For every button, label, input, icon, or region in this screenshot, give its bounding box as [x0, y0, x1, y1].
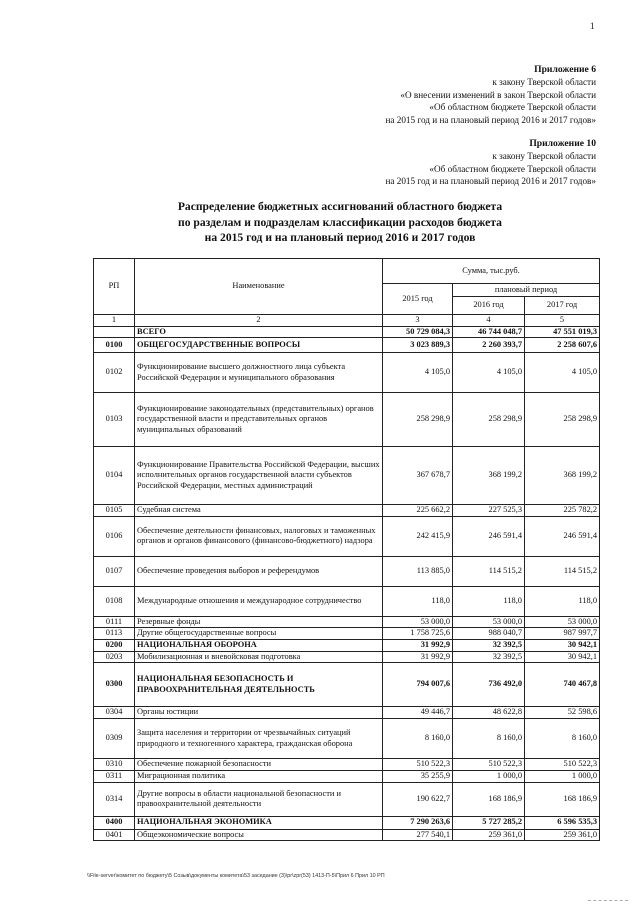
rp-code: 0106: [94, 516, 135, 556]
rp-code: 0111: [94, 616, 135, 628]
amount-2015: 190 622,7: [383, 782, 453, 816]
amount-2015: 794 007,6: [383, 663, 453, 707]
rp-code: 0311: [94, 770, 135, 782]
rp-code: 0300: [94, 663, 135, 707]
section-name: Мобилизационная и вневойсковая подготовка: [135, 651, 383, 663]
amount-2017: 259 361,0: [525, 829, 600, 841]
header-name: Наименование: [135, 259, 383, 315]
table-row: [94, 447, 600, 505]
section-name: НАЦИОНАЛЬНАЯ ЭКОНОМИКА: [135, 816, 383, 829]
amount-2015: 258 298,9: [383, 393, 453, 447]
amount-2017: 225 782,2: [525, 505, 600, 517]
amount-2017: 2 258 607,6: [525, 338, 600, 353]
rp-code: 0309: [94, 719, 135, 759]
annex-10-line: к закону Тверской области: [492, 151, 596, 162]
col-number: 5: [525, 315, 600, 327]
table-row: [94, 707, 600, 719]
annex-6-line: «Об областном бюджете Тверской области: [429, 102, 596, 113]
table-row: [94, 616, 600, 628]
document-title-line: Распределение бюджетных ассигнований областного бюджета: [177, 200, 503, 213]
amount-2016: 8 160,0: [453, 719, 525, 759]
budget-table: [93, 258, 600, 841]
rp-code: 0103: [94, 393, 135, 447]
annex-6-line: на 2015 год и на плановый период 2016 и 2017 годов»: [385, 114, 596, 125]
header-rp: РП: [94, 259, 135, 315]
table-row: [94, 829, 600, 841]
amount-2017: 53 000,0: [525, 616, 600, 628]
table-row: [94, 393, 600, 447]
section-name: ОБЩЕГОСУДАРСТВЕННЫЕ ВОПРОСЫ: [135, 338, 383, 353]
section-name: Обеспечение деятельности финансовых, налоговых и таможенных органов и органов финансового (финансово-бюджетного) надзора: [135, 516, 383, 556]
table-row: [94, 516, 600, 556]
section-name: Защита населения и территории от чрезвычайных ситуаций природного и техногенного характера, гражданская оборона: [135, 719, 383, 759]
section-name: Другие общегосударственные вопросы: [135, 628, 383, 640]
section-name: Обеспечение пожарной безопасности: [135, 759, 383, 771]
table-row: [94, 651, 600, 663]
amount-2015: 31 992,9: [383, 639, 453, 651]
table-row: [94, 586, 600, 616]
header-2017: 2017 год: [525, 297, 600, 315]
amount-2017: 246 591,4: [525, 516, 600, 556]
section-name: Другие вопросы в области национальной безопасности и правоохранительной деятельности: [135, 782, 383, 816]
rp-code: 0401: [94, 829, 135, 841]
amount-2017: 118,0: [525, 586, 600, 616]
section-name: НАЦИОНАЛЬНАЯ ОБОРОНА: [135, 639, 383, 651]
amount-2017: 114 515,2: [525, 556, 600, 586]
table-row: [94, 353, 600, 393]
header-2015: 2015 год: [383, 284, 453, 315]
annex-6-line: «О внесении изменений в закон Тверской области: [400, 89, 596, 100]
amount-2015: 7 290 263,6: [383, 816, 453, 829]
amount-2016: 258 298,9: [453, 393, 525, 447]
amount-2017: 52 598,6: [525, 707, 600, 719]
col-number: 3: [383, 315, 453, 327]
table-row: [94, 505, 600, 517]
rp-code: 0104: [94, 447, 135, 505]
amount-2015: 367 678,7: [383, 447, 453, 505]
page-number: 1: [590, 21, 595, 31]
table-row: [94, 338, 600, 353]
col-number: 4: [453, 315, 525, 327]
document-title-line: по разделам и подразделам классификации расходов бюджета: [178, 215, 502, 229]
amount-2016: 114 515,2: [453, 556, 525, 586]
amount-2016: 32 392,5: [453, 639, 525, 651]
section-name: ВСЕГО: [135, 326, 383, 338]
amount-2015: 225 662,2: [383, 505, 453, 517]
amount-2016: 48 622,8: [453, 707, 525, 719]
amount-2017: 740 467,8: [525, 663, 600, 707]
rp-code: 0314: [94, 782, 135, 816]
rp-code: 0113: [94, 628, 135, 640]
amount-2016: 988 040,7: [453, 628, 525, 640]
rp-code: 0200: [94, 639, 135, 651]
amount-2015: 118,0: [383, 586, 453, 616]
amount-2017: 1 000,0: [525, 770, 600, 782]
amount-2017: 368 199,2: [525, 447, 600, 505]
amount-2017: 47 551 019,3: [525, 326, 600, 338]
rp-code: 0304: [94, 707, 135, 719]
amount-2016: 736 492,0: [453, 663, 525, 707]
header-planned-period: плановый период: [453, 284, 600, 297]
document-title: [150, 199, 530, 246]
amount-2016: 368 199,2: [453, 447, 525, 505]
amount-2016: 246 591,4: [453, 516, 525, 556]
table-row: [94, 556, 600, 586]
amount-2017: 510 522,3: [525, 759, 600, 771]
amount-2017: 30 942,1: [525, 651, 600, 663]
amount-2016: 227 525,3: [453, 505, 525, 517]
amount-2015: 50 729 084,3: [383, 326, 453, 338]
table-row: [94, 770, 600, 782]
file-path-footer: \\File-server\комитет по бюджету\5 Созыв\документы комитета\53 заседание (3)\pr\zpr(53) 1413-П-5\Прил 6 Прил 10 РП: [87, 873, 385, 879]
section-name: НАЦИОНАЛЬНАЯ БЕЗОПАСНОСТЬ И ПРАВООХРАНИТЕЛЬНАЯ ДЕЯТЕЛЬНОСТЬ: [135, 663, 383, 707]
amount-2015: 35 255,9: [383, 770, 453, 782]
amount-2015: 53 000,0: [383, 616, 453, 628]
amount-2017: 168 186,9: [525, 782, 600, 816]
annex-10-line: на 2015 год и на плановый период 2016 и 2017 годов»: [385, 176, 596, 187]
table-row: [94, 759, 600, 771]
amount-2016: 1 000,0: [453, 770, 525, 782]
rp-code: 0203: [94, 651, 135, 663]
rp-code: 0105: [94, 505, 135, 517]
amount-2016: 53 000,0: [453, 616, 525, 628]
amount-2015: 1 758 725,6: [383, 628, 453, 640]
table-row: [94, 782, 600, 816]
header-sum: Сумма, тыс.руб.: [383, 259, 600, 284]
amount-2017: 6 596 535,3: [525, 816, 600, 829]
table-row: [94, 628, 600, 640]
section-name: Функционирование Правительства Российской Федерации, высших исполнительных органов государственной власти субъектов Российской Федерации, местных администраций: [135, 447, 383, 505]
table-row: [94, 719, 600, 759]
amount-2017: 987 997,7: [525, 628, 600, 640]
amount-2015: 3 023 889,3: [383, 338, 453, 353]
section-name: Судебная система: [135, 505, 383, 517]
amount-2017: 30 942,1: [525, 639, 600, 651]
rp-code: 0107: [94, 556, 135, 586]
annex-10-line: «Об областном бюджете Тверской области: [429, 163, 596, 174]
rp-code: 0100: [94, 338, 135, 353]
amount-2016: 46 744 048,7: [453, 326, 525, 338]
amount-2016: 2 260 393,7: [453, 338, 525, 353]
rp-code: 0400: [94, 816, 135, 829]
amount-2016: 259 361,0: [453, 829, 525, 841]
amount-2016: 168 186,9: [453, 782, 525, 816]
rp-code: [94, 326, 135, 338]
section-name: Международные отношения и международное сотрудничество: [135, 586, 383, 616]
section-name: Обеспечение проведения выборов и референдумов: [135, 556, 383, 586]
annex-10-header: [385, 138, 596, 188]
amount-2016: 4 105,0: [453, 353, 525, 393]
amount-2015: 242 415,9: [383, 516, 453, 556]
annex-6-title: Приложение 6: [534, 64, 596, 75]
amount-2017: 4 105,0: [525, 353, 600, 393]
amount-2015: 113 885,0: [383, 556, 453, 586]
table-row: [94, 639, 600, 651]
header-2016: 2016 год: [453, 297, 525, 315]
amount-2016: 5 727 285,2: [453, 816, 525, 829]
annex-10-title: Приложение 10: [529, 138, 596, 149]
col-number: 1: [94, 315, 135, 327]
amount-2016: 510 522,3: [453, 759, 525, 771]
annex-6-header: [385, 64, 596, 126]
rp-code: 0102: [94, 353, 135, 393]
amount-2015: 4 105,0: [383, 353, 453, 393]
amount-2015: 49 446,7: [383, 707, 453, 719]
amount-2015: 8 160,0: [383, 719, 453, 759]
section-name: Миграционная политика: [135, 770, 383, 782]
section-name: Резервные фонды: [135, 616, 383, 628]
amount-2015: 277 540,1: [383, 829, 453, 841]
rp-code: 0108: [94, 586, 135, 616]
section-name: Органы юстиции: [135, 707, 383, 719]
document-title-line: на 2015 год и на плановый период 2016 и 2017 годов: [204, 231, 476, 244]
table-row: [94, 816, 600, 829]
amount-2015: 31 992,9: [383, 651, 453, 663]
rp-code: 0310: [94, 759, 135, 771]
table-row: [94, 326, 600, 338]
col-number: 2: [135, 315, 383, 327]
annex-6-line: к закону Тверской области: [492, 77, 596, 88]
section-name: Функционирование высшего должностного лица субъекта Российской Федерации и муниципального образования: [135, 353, 383, 393]
amount-2016: 32 392,5: [453, 651, 525, 663]
corner-mark: [588, 900, 628, 901]
section-name: Общеэкономические вопросы: [135, 829, 383, 841]
amount-2016: 118,0: [453, 586, 525, 616]
table-row: [94, 663, 600, 707]
amount-2017: 8 160,0: [525, 719, 600, 759]
amount-2015: 510 522,3: [383, 759, 453, 771]
section-name: Функционирование законодательных (представительных) органов государственной власти и представительных органов муниципальных образований: [135, 393, 383, 447]
amount-2017: 258 298,9: [525, 393, 600, 447]
